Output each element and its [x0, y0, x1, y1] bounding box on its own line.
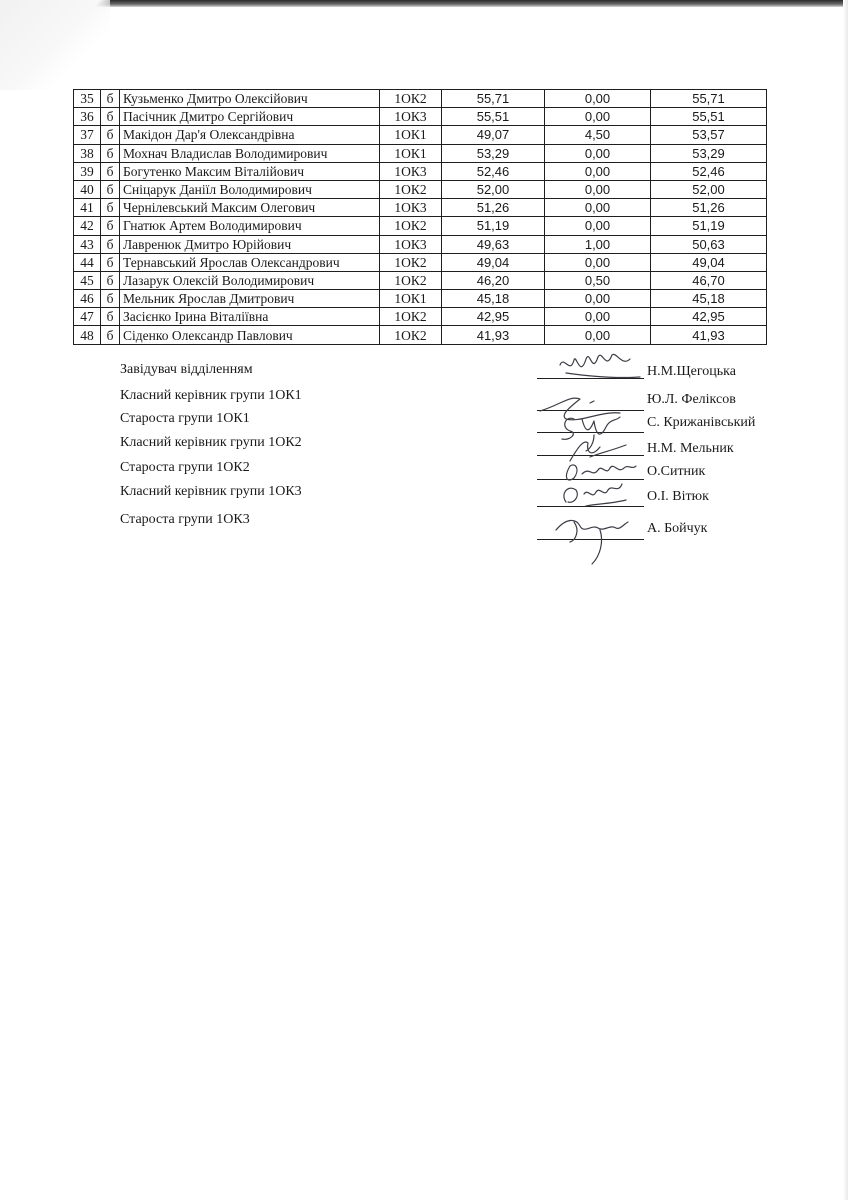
- student-name-cell: Мохнач Владислав Володимирович: [120, 144, 380, 162]
- table-row: [74, 271, 767, 289]
- study-form-cell: б: [101, 253, 120, 271]
- student-name-cell: Кузьменко Дмитро Олексійович: [120, 90, 380, 108]
- group-code-cell: 1ОК1: [380, 144, 442, 162]
- study-form-cell: б: [101, 217, 120, 235]
- table-row: [74, 217, 767, 235]
- study-form-cell: б: [101, 271, 120, 289]
- sig-role-curator-1ok1: Класний керівник групи 1ОК1: [120, 388, 302, 403]
- total-score-cell: 52,46: [651, 162, 767, 180]
- sig-role-curator-1ok3: Класний керівник групи 1ОК3: [120, 484, 302, 499]
- average-score-cell: 51,26: [442, 199, 545, 217]
- table-row: [74, 162, 767, 180]
- average-score-cell: 45,18: [442, 290, 545, 308]
- row-number-cell: 46: [74, 290, 101, 308]
- row-number-cell: 48: [74, 326, 101, 344]
- group-code-cell: 1ОК1: [380, 290, 442, 308]
- student-name-cell: Макідон Дар'я Олександрівна: [120, 126, 380, 144]
- total-score-cell: 49,04: [651, 253, 767, 271]
- average-score-cell: 46,20: [442, 271, 545, 289]
- student-name-cell: Сіденко Олександр Павлович: [120, 326, 380, 344]
- table-row: [74, 199, 767, 217]
- average-score-cell: 49,04: [442, 253, 545, 271]
- bonus-points-cell: 0,00: [545, 199, 651, 217]
- group-code-cell: 1ОК3: [380, 108, 442, 126]
- student-name-cell: Чернілевський Максим Олегович: [120, 199, 380, 217]
- scan-top-edge: [0, 0, 848, 7]
- student-name-cell: Лавренюк Дмитро Юрійович: [120, 235, 380, 253]
- bonus-points-cell: 0,50: [545, 271, 651, 289]
- sig-name-head-student-1ok2: О.Ситник: [647, 464, 706, 479]
- sig-role-curator-1ok2: Класний керівник групи 1ОК2: [120, 435, 302, 450]
- total-score-cell: 53,29: [651, 144, 767, 162]
- group-code-cell: 1ОК3: [380, 162, 442, 180]
- row-number-cell: 42: [74, 217, 101, 235]
- table-row: [74, 253, 767, 271]
- bonus-points-cell: 0,00: [545, 90, 651, 108]
- bonus-points-cell: 4,50: [545, 126, 651, 144]
- table-row: [74, 144, 767, 162]
- group-code-cell: 1ОК3: [380, 235, 442, 253]
- study-form-cell: б: [101, 162, 120, 180]
- row-number-cell: 41: [74, 199, 101, 217]
- student-name-cell: Лазарук Олексій Володимирович: [120, 271, 380, 289]
- student-name-cell: Мельник Ярослав Дмитрович: [120, 290, 380, 308]
- average-score-cell: 53,29: [442, 144, 545, 162]
- study-form-cell: б: [101, 290, 120, 308]
- table-row: [74, 108, 767, 126]
- group-code-cell: 1ОК2: [380, 180, 442, 198]
- row-number-cell: 35: [74, 90, 101, 108]
- row-number-cell: 37: [74, 126, 101, 144]
- student-name-cell: Тернавський Ярослав Олександрович: [120, 253, 380, 271]
- table-row: [74, 126, 767, 144]
- row-number-cell: 39: [74, 162, 101, 180]
- student-name-cell: Гнатюк Артем Володимирович: [120, 217, 380, 235]
- study-form-cell: б: [101, 108, 120, 126]
- total-score-cell: 42,95: [651, 308, 767, 326]
- group-code-cell: 1ОК2: [380, 308, 442, 326]
- row-number-cell: 38: [74, 144, 101, 162]
- scan-right-edge: [843, 0, 848, 1200]
- sig-name-head-student-1ok3: А. Бойчук: [647, 521, 708, 536]
- ranking-table: [73, 89, 767, 345]
- group-code-cell: 1ОК3: [380, 199, 442, 217]
- student-name-cell: Сніцарук Даніїл Володимирович: [120, 180, 380, 198]
- table-row: [74, 180, 767, 198]
- study-form-cell: б: [101, 235, 120, 253]
- bonus-points-cell: 0,00: [545, 253, 651, 271]
- student-name-cell: Пасічник Дмитро Сергійович: [120, 108, 380, 126]
- average-score-cell: 42,95: [442, 308, 545, 326]
- group-code-cell: 1ОК2: [380, 90, 442, 108]
- study-form-cell: б: [101, 308, 120, 326]
- total-score-cell: 45,18: [651, 290, 767, 308]
- average-score-cell: 55,71: [442, 90, 545, 108]
- average-score-cell: 41,93: [442, 326, 545, 344]
- bonus-points-cell: 0,00: [545, 108, 651, 126]
- sig-name-curator-1ok1: Ю.Л. Феліксов: [647, 392, 736, 407]
- average-score-cell: 49,63: [442, 235, 545, 253]
- bonus-points-cell: 0,00: [545, 326, 651, 344]
- group-code-cell: 1ОК2: [380, 253, 442, 271]
- bonus-points-cell: 0,00: [545, 308, 651, 326]
- bonus-points-cell: 0,00: [545, 180, 651, 198]
- sig-role-head-student-1ok1: Староста групи 1ОК1: [120, 411, 250, 426]
- average-score-cell: 51,19: [442, 217, 545, 235]
- group-code-cell: 1ОК1: [380, 126, 442, 144]
- sig-name-head-student-1ok1: С. Крижанівський: [647, 415, 756, 430]
- table-row: [74, 290, 767, 308]
- study-form-cell: б: [101, 90, 120, 108]
- total-score-cell: 55,51: [651, 108, 767, 126]
- study-form-cell: б: [101, 126, 120, 144]
- bonus-points-cell: 0,00: [545, 162, 651, 180]
- bonus-points-cell: 0,00: [545, 144, 651, 162]
- row-number-cell: 44: [74, 253, 101, 271]
- bonus-points-cell: 0,00: [545, 217, 651, 235]
- total-score-cell: 52,00: [651, 180, 767, 198]
- sig-name-curator-1ok2: Н.М. Мельник: [647, 441, 734, 456]
- ranking-table-body: [74, 90, 767, 345]
- handwritten-signature: [530, 500, 650, 570]
- total-score-cell: 55,71: [651, 90, 767, 108]
- sig-name-head-of-department: Н.М.Щегоцька: [647, 364, 736, 379]
- total-score-cell: 50,63: [651, 235, 767, 253]
- table-row: [74, 308, 767, 326]
- row-number-cell: 40: [74, 180, 101, 198]
- average-score-cell: 52,00: [442, 180, 545, 198]
- bonus-points-cell: 1,00: [545, 235, 651, 253]
- bonus-points-cell: 0,00: [545, 290, 651, 308]
- study-form-cell: б: [101, 326, 120, 344]
- study-form-cell: б: [101, 144, 120, 162]
- sig-role-head-of-department: Завідувач відділенням: [120, 362, 253, 377]
- student-name-cell: Богутенко Максим Віталійович: [120, 162, 380, 180]
- sig-role-head-student-1ok3: Староста групи 1ОК3: [120, 512, 250, 527]
- row-number-cell: 45: [74, 271, 101, 289]
- total-score-cell: 51,19: [651, 217, 767, 235]
- group-code-cell: 1ОК2: [380, 271, 442, 289]
- table-row: [74, 235, 767, 253]
- group-code-cell: 1ОК2: [380, 217, 442, 235]
- average-score-cell: 52,46: [442, 162, 545, 180]
- total-score-cell: 51,26: [651, 199, 767, 217]
- row-number-cell: 36: [74, 108, 101, 126]
- row-number-cell: 43: [74, 235, 101, 253]
- study-form-cell: б: [101, 199, 120, 217]
- total-score-cell: 41,93: [651, 326, 767, 344]
- sig-name-curator-1ok3: О.І. Вітюк: [647, 489, 709, 504]
- table-row: [74, 326, 767, 344]
- total-score-cell: 53,57: [651, 126, 767, 144]
- table-row: [74, 90, 767, 108]
- scan-corner-shade: [0, 0, 110, 90]
- study-form-cell: б: [101, 180, 120, 198]
- row-number-cell: 47: [74, 308, 101, 326]
- student-name-cell: Засієнко Ірина Віталіївна: [120, 308, 380, 326]
- group-code-cell: 1ОК2: [380, 326, 442, 344]
- average-score-cell: 49,07: [442, 126, 545, 144]
- average-score-cell: 55,51: [442, 108, 545, 126]
- sig-role-head-student-1ok2: Староста групи 1ОК2: [120, 460, 250, 475]
- total-score-cell: 46,70: [651, 271, 767, 289]
